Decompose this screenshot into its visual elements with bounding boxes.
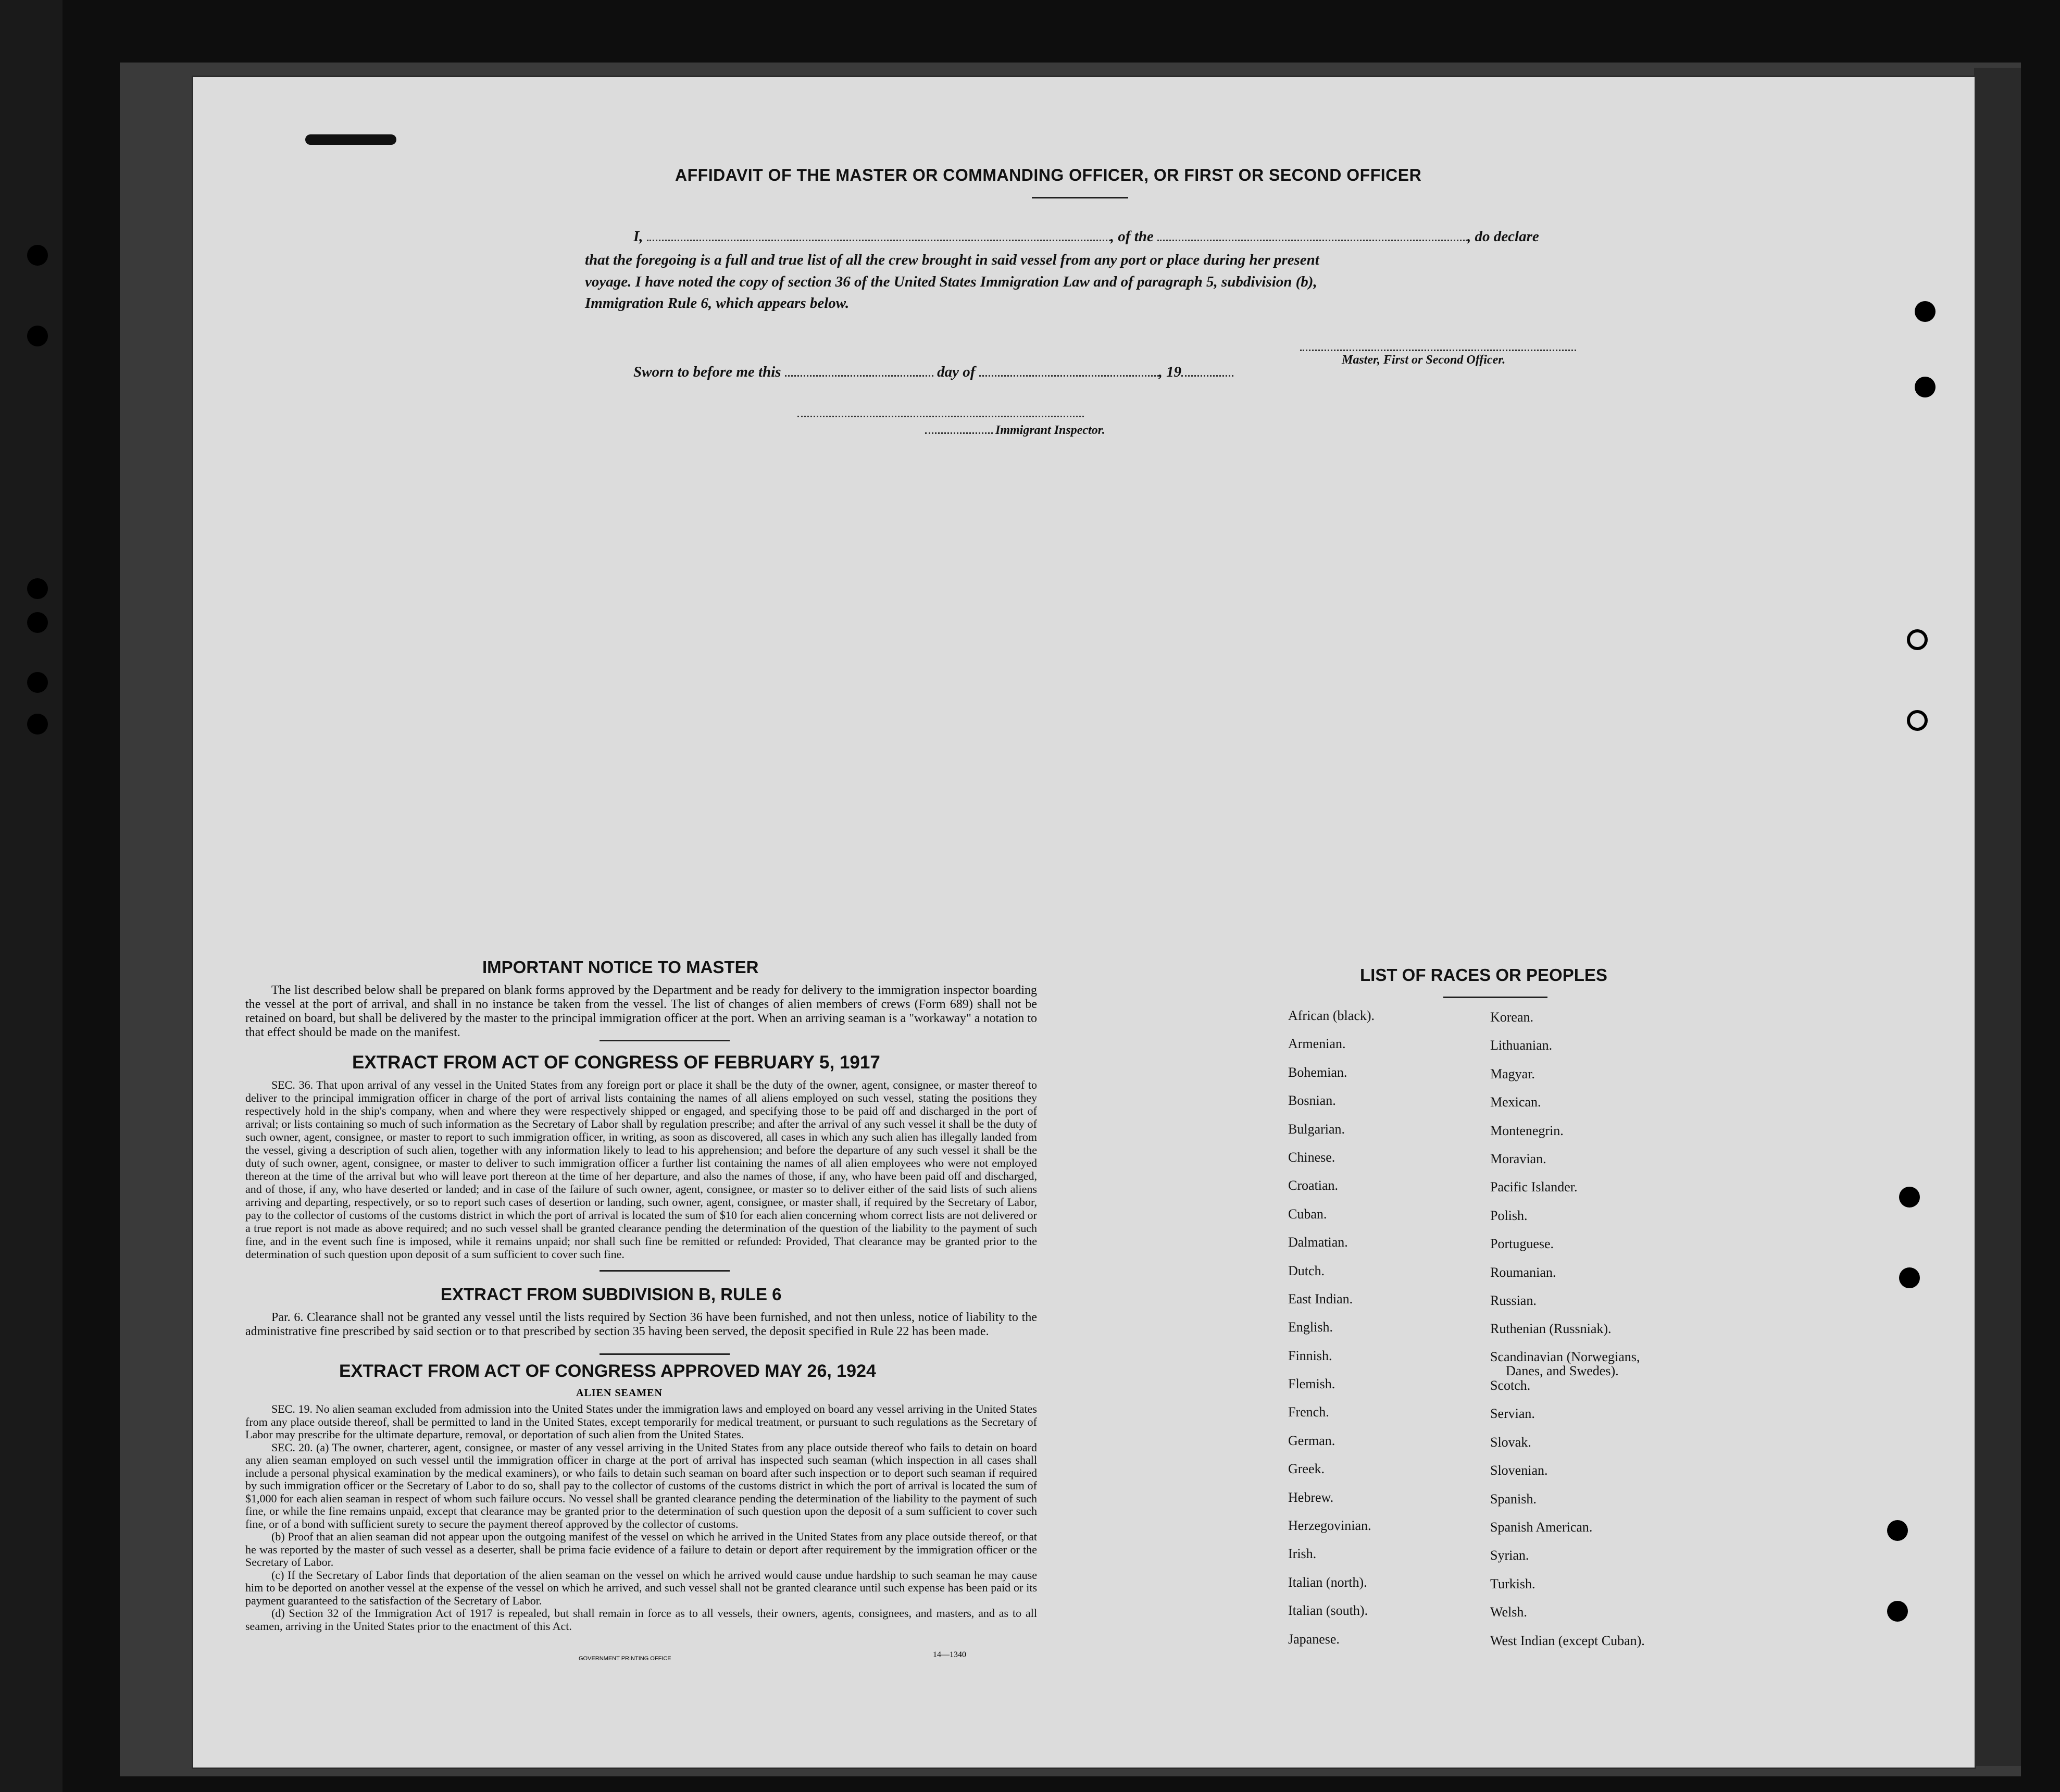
race-item: Finnish. [1288, 1348, 1332, 1363]
race-item: Turkish. [1490, 1576, 1535, 1591]
notice-title: IMPORTANT NOTICE TO MASTER [482, 957, 759, 977]
affidavit-line-1 [633, 228, 1539, 245]
sec-20a-paragraph: SEC. 20. (a) The owner, charterer, agent, consignee, or master of any vessel arriving in the United States from any place outside thereof who fails to detain on board any alien seaman employed on such vessel until the immigration officer in charge at the port of arrival has inspected such seaman (which inspection in all cases shall include a personal physical examination by the medical examiners), or who fails to detain such seaman on board after such inspection or to deport such seaman if required by such immigration officer or the Secretary of Labor to do so, shall pay to the collector of customs of the customs district in which the port of arrival is located the sum of $1,000 for each alien seaman in respect of whom such failure occurs. No vessel shall be granted clearance pending the determination of the liability to the payment of such fine, or while the fine remains unpaid, except that clearance may be granted prior to the determination of such question upon the deposit of a sum sufficient to cover such fine, or of a bond with sufficient surety to secure the payment thereof approved by the collector of customs. [245, 1440, 1037, 1530]
divider [1032, 197, 1128, 198]
form-page [192, 76, 1976, 1769]
sworn-line [633, 364, 1233, 381]
binder-hole-icon [27, 326, 48, 346]
race-item: Bosnian. [1288, 1093, 1336, 1109]
race-item [1490, 1350, 1645, 1378]
races-title: LIST OF RACES OR PEOPLES [1360, 965, 1607, 985]
race-item: Bulgarian. [1288, 1121, 1345, 1137]
race-item: Italian (south). [1288, 1603, 1368, 1619]
notice-text: The list described below shall be prepared on blank forms approved by the Department and be ready for delivery to the immigration inspector boarding the vessel at the port of arrival, and shall in no instance be taken from the vessel. The list of changes of alien members of crews (Form 689) shall not be retained on board, but shall be delivered by the master to the principal immigration officer at the port. When an arriving seaman is a "workaway" a notation to that effect should be made on the manifest. [245, 984, 1037, 1039]
officer-signature-field[interactable] [1300, 350, 1576, 351]
race-item: Greek. [1288, 1461, 1325, 1477]
race-item: Chinese. [1288, 1149, 1335, 1165]
sec-19-paragraph: SEC. 19. No alien seaman excluded from admission into the United States under the immigration laws and employed on board any vessel arriving in the United States from any place outside thereof, shall be permitted to land in the United States, except temporarily for medical treatment, or pursuant to such regulations as the Secretary of Labor may prescribe for the ultimate departure, removal, or deportation of such alien from the United States. [245, 1402, 1037, 1441]
inspector-dots [925, 432, 993, 434]
race-item: Montenegrin. [1490, 1123, 1564, 1138]
binder-edge [1974, 68, 2021, 1766]
clip-mark [305, 134, 396, 145]
races-right-column [1490, 1010, 1645, 1661]
race-item-line: Scandinavian (Norwegians, [1490, 1349, 1640, 1364]
printer-imprint: GOVERNMENT PRINTING OFFICE [579, 1656, 671, 1662]
punch-hole-icon [1915, 301, 1936, 322]
extract-rule6-title: EXTRACT FROM SUBDIVISION B, RULE 6 [441, 1285, 782, 1304]
extract-1917-title: EXTRACT FROM ACT OF CONGRESS OF FEBRUARY 5, 1917 [352, 1052, 880, 1073]
punch-hole-icon [1915, 377, 1936, 397]
sec-20d-paragraph: (d) Section 32 of the Immigration Act of 1917 is repealed, but shall remain in force as to all vessels, their owners, agents, consignees, and masters, and as to all seamen, arriving in the United States prior to the enactment of this Act. [245, 1607, 1037, 1633]
day-of-label: day of [937, 364, 976, 380]
race-item: Armenian. [1288, 1036, 1346, 1052]
race-item: Roumanian. [1490, 1264, 1556, 1280]
extract-1924-text [245, 1403, 1037, 1633]
affidavit-title: AFFIDAVIT OF THE MASTER OR COMMANDING OFFICER, OR FIRST OR SECOND OFFICER [675, 166, 1422, 184]
affidavit-line-4: Immigration Rule 6, which appears below. [585, 295, 850, 312]
race-item: Russian. [1490, 1292, 1537, 1308]
inspector-signature-field[interactable] [797, 416, 1084, 417]
races-left-column [1288, 1008, 1375, 1660]
race-item: Spanish American. [1490, 1520, 1593, 1535]
alien-seamen-subtitle: ALIEN SEAMEN [576, 1387, 663, 1399]
race-item: African (black). [1288, 1008, 1375, 1023]
race-item: Polish. [1490, 1208, 1528, 1223]
year-prefix: , 19 [1158, 364, 1182, 380]
affidavit-line-3: voyage. I have noted the copy of section 36 of the United States Immigration Law and of paragraph 5, subdivision (b), [585, 273, 1317, 290]
binder-hole-icon [27, 612, 48, 633]
declare-label: , do declare [1467, 228, 1539, 245]
binder-hole-icon [27, 672, 48, 693]
vessel-name-field[interactable] [1157, 240, 1467, 241]
declarant-prefix: I, [633, 228, 643, 245]
race-item: Pacific Islander. [1490, 1179, 1578, 1195]
race-item: Irish. [1288, 1546, 1317, 1562]
race-item: Servian. [1490, 1406, 1535, 1422]
extract-1924-title: EXTRACT FROM ACT OF CONGRESS APPROVED MAY 26, 1924 [339, 1361, 876, 1381]
race-item: Flemish. [1288, 1376, 1335, 1392]
binder-hole-icon [27, 578, 48, 599]
race-item: Ruthenian (Russniak). [1490, 1321, 1612, 1337]
divider [1443, 997, 1547, 998]
race-item: Syrian. [1490, 1548, 1529, 1563]
divider [600, 1270, 730, 1272]
race-item: Mexican. [1490, 1094, 1541, 1110]
extract-rule6-text: Par. 6. Clearance shall not be granted any vessel until the lists required by Section 36 have been furnished, and not then unless, notice of liability to the administrative fine prescribed by said section or to that prescribed by section 35 having been served, the deposit specified in Rule 22 has been made. [245, 1311, 1037, 1338]
race-item: Herzegovinian. [1288, 1518, 1371, 1534]
race-item: Korean. [1490, 1010, 1534, 1025]
sworn-prefix: Sworn to before me this [633, 364, 781, 380]
race-item: Welsh. [1490, 1604, 1527, 1620]
declarant-name-field[interactable] [647, 240, 1110, 241]
inspector-label: Immigrant Inspector. [995, 424, 1105, 437]
race-item: Cuban. [1288, 1206, 1327, 1222]
race-item: Scotch. [1490, 1378, 1531, 1393]
race-item: Croatian. [1288, 1178, 1339, 1193]
sworn-day-field[interactable] [785, 375, 933, 377]
divider [600, 1040, 730, 1041]
race-item: Japanese. [1288, 1631, 1340, 1647]
race-item: Italian (north). [1288, 1574, 1367, 1590]
race-item: Slovak. [1490, 1434, 1531, 1450]
punch-hole-icon [1887, 1520, 1908, 1541]
race-item: Hebrew. [1288, 1489, 1334, 1505]
race-item: East Indian. [1288, 1291, 1353, 1306]
punch-hole-icon [1899, 1267, 1920, 1288]
race-item: Portuguese. [1490, 1236, 1554, 1252]
sec-20c-paragraph: (c) If the Secretary of Labor finds that deportation of the alien seaman on the vessel on which he arrived would cause undue hardship to such seaman he may cause him to be deported on another vessel at the expense of the vessel on which he arrived, and such vessel shall not be granted clearance until such expense has been paid or its payment guaranteed to the satisfaction of the Secretary of Labor. [245, 1568, 1037, 1607]
race-item: French. [1288, 1404, 1329, 1420]
officer-label: Master, First or Second Officer. [1342, 353, 1506, 367]
race-item: West Indian (except Cuban). [1490, 1633, 1645, 1648]
race-item: English. [1288, 1320, 1333, 1335]
race-item: German. [1288, 1433, 1335, 1448]
divider [600, 1353, 730, 1355]
race-item: Lithuanian. [1490, 1038, 1553, 1053]
sworn-year-field[interactable] [1181, 375, 1233, 377]
race-item: Dutch. [1288, 1263, 1325, 1278]
race-item: Magyar. [1490, 1066, 1535, 1081]
race-item: Spanish. [1490, 1491, 1537, 1507]
sworn-month-field[interactable] [979, 375, 1159, 377]
punch-hole-icon [1887, 1601, 1908, 1622]
punch-hole-icon [1899, 1187, 1920, 1208]
punch-hole-icon [1907, 710, 1928, 731]
race-item-continuation: Danes, and Swedes). [1506, 1363, 1619, 1378]
race-item: Moravian. [1490, 1151, 1546, 1166]
extract-1917-text: SEC. 36. That upon arrival of any vessel in the United States from any foreign port or place it shall be the duty of the owner, agent, consignee, or master thereof to deliver to the principal immigration officer in charge of the port of arrival lists containing the names of all aliens employed on such vessel, stating the positions they respectively hold in the ship's company, when and where they were respectively shipped or engaged, and specifying those to be paid off and discharged in the port of arrival; or lists containing so much of such information as the Secretary of Labor shall by regulation prescribe; and after the arrival of any such vessel it shall be the duty of such owner, agent, consignee, or master to report to such immigration officer, in writing, as soon as discovered, all cases in which any such alien has illegally landed from the vessel, giving a description of such alien, together with any information likely to lead to his apprehension; and before the departure of any such vessel it shall be the duty of such owner, agent, consignee, or master to deliver to such immigration officer a further list containing the names of all alien employees who were not employed thereon at the time of the arrival but who will leave port thereon at the time of her departure, and also the names of those, if any, who have been paid off and discharged, and of those, if any, who have deserted or landed; and in case of the failure of such owner, agent, consignee, or master so to deliver either of the said lists of such aliens arriving and departing, respectively, or so to report such cases of desertion or landing, such owner, agent, consignee, or master shall, if required by the Secretary of Labor, pay to the collector of customs of the customs district in which the port of arrival is located the sum of $10 for each alien concerning whom correct lists are not delivered or a true report is not made as above required; and no such vessel shall be granted clearance pending the determination of the question of the liability to the payment of such fine, and in the event such fine is imposed, while it remains unpaid; nor shall such fine be remitted or refunded: Provided, That clearance may be granted prior to the determination of such question upon deposit of a sum sufficient to cover such fine. [245, 1078, 1037, 1261]
binder-hole-icon [27, 714, 48, 735]
scanner-background [0, 0, 63, 1792]
race-item: Slovenian. [1490, 1463, 1548, 1478]
affidavit-line-2: that the foregoing is a full and true list of all the crew brought in said vessel from any port or place during her present [585, 252, 1319, 268]
form-number: 14—1340 [933, 1650, 966, 1659]
punch-hole-icon [1907, 629, 1928, 650]
sec-20b-paragraph: (b) Proof that an alien seaman did not appear upon the outgoing manifest of the vessel on which he arrived in the United States from any place outside thereof, or that he was reported by the master of such vessel as a deserter, shall be prima facie evidence of a failure to detain or deport after requirement by the immigration officer or the Secretary of Labor. [245, 1530, 1037, 1569]
binder-hole-icon [27, 245, 48, 266]
race-item: Dalmatian. [1288, 1235, 1348, 1250]
race-item: Bohemian. [1288, 1064, 1347, 1080]
of-the-label: , of the [1110, 228, 1154, 245]
